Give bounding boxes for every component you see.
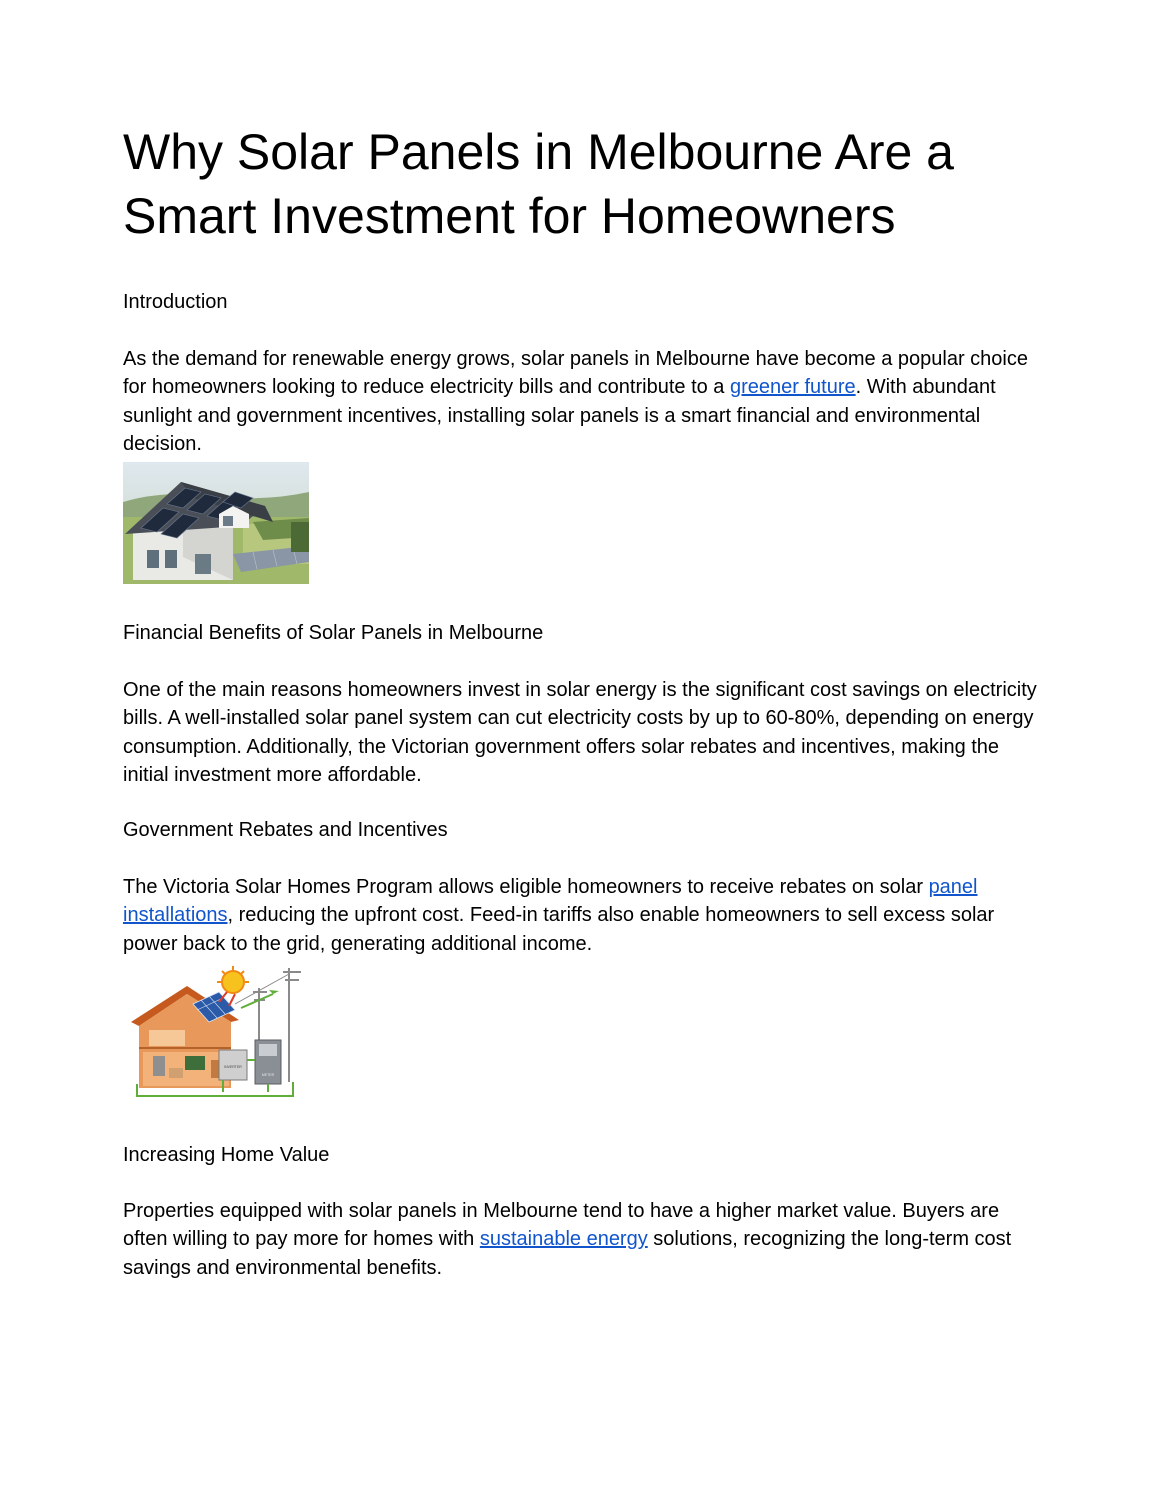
sustainable-energy-link[interactable]: sustainable energy: [479, 1228, 648, 1251]
rebates-text-after: , reducing the upfront cost. Feed-in tariffs also enable homeowners to sell excess solar power back to the grid, generating additional income.: [123, 904, 995, 955]
greener-future-link[interactable]: greener future: [729, 376, 856, 399]
rebates-heading: Government Rebates and Incentives: [123, 819, 448, 841]
rebates-text-before: The Victoria Solar Homes Program allows eligible homeowners to receive rebates on solar: [123, 876, 929, 898]
panel-installations-link[interactable]: panel installations: [123, 876, 978, 927]
intro-paragraph: [123, 345, 1038, 459]
intro-text-before: As the demand for renewable energy grows, solar panels in Melbourne have become a popular choice for homeowners looking to reduce electricity bills and contribute to a: [123, 348, 1028, 399]
home-value-heading: Increasing Home Value: [123, 1144, 330, 1166]
meter-label: METER: [261, 1073, 275, 1077]
intro-heading: Introduction: [123, 291, 228, 313]
financial-paragraph: One of the main reasons homeowners invest in solar energy is the significant cost savings on electricity bills. A well-installed solar panel system can cut electricity costs by up to 60-80%, depending on energy consumption. Additionally, the Victorian government offers solar rebates and incentives, making the initial investment more affordable.: [123, 679, 1037, 787]
solar-grid-diagram: [123, 964, 309, 1106]
rebates-paragraph: [123, 873, 1038, 958]
inverter-label: INVERTER: [224, 1065, 242, 1069]
home-value-text-before: Properties equipped with solar panels in Melbourne tend to have a higher market value. Buyers are often willing to pay more for homes with: [123, 1200, 1000, 1251]
page-title: Why Solar Panels in Melbourne Are a Smart Investment for Homeowners: [123, 124, 954, 244]
home-value-paragraph: [123, 1197, 1038, 1282]
intro-text-after: . With abundant sunlight and government incentives, installing solar panels is a smart financial and environmental decision.: [123, 376, 996, 456]
financial-heading: Financial Benefits of Solar Panels in Melbourne: [123, 622, 544, 644]
home-value-text-after: solutions, recognizing the long-term cost savings and environmental benefits.: [123, 1228, 1012, 1279]
solar-house-photo: [123, 462, 309, 584]
